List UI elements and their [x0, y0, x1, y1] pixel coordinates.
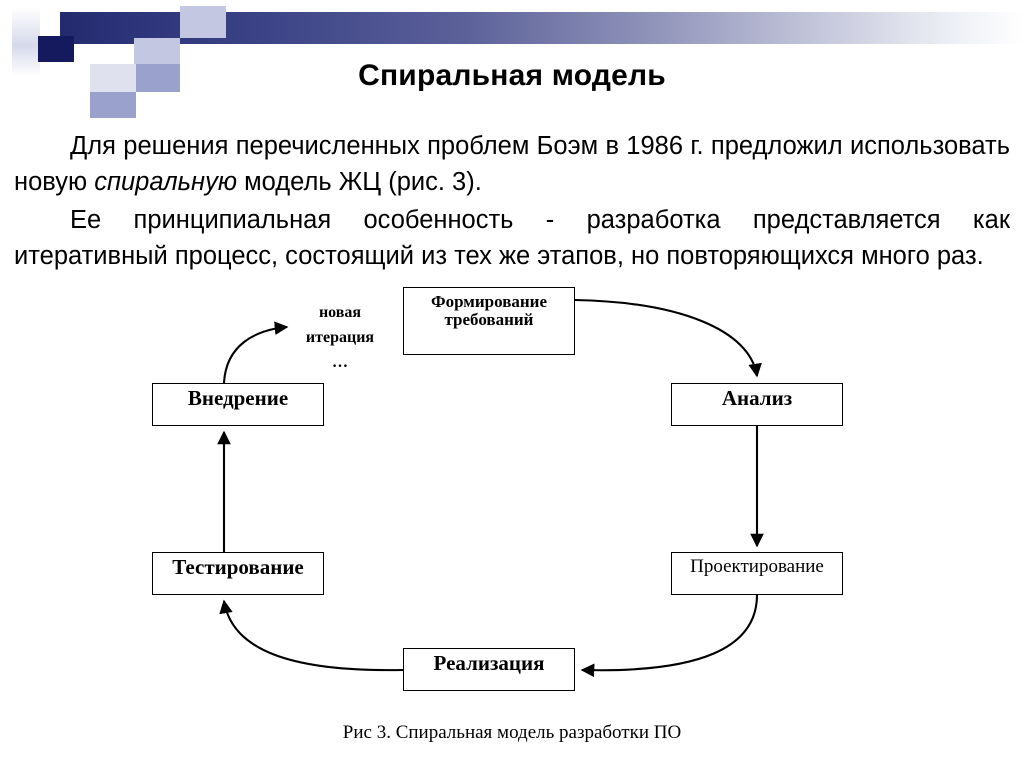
node-label: Реализация	[433, 651, 545, 675]
node-label: Анализ	[721, 386, 793, 410]
paragraph-2: Ее принципиальная особенность - разработка представляется как итеративный процесс, состоящий из тех же этапов, но повторяющихся много раз.	[14, 206, 1010, 270]
node-label: Внедрение	[187, 386, 289, 410]
node-analiz	[671, 383, 843, 426]
node-testirovanie	[152, 552, 324, 595]
paragraph-1-text-a: Для решения перечисленных проблем Боэм в 1986 г. предложил использовать новую	[14, 132, 1010, 196]
annotation-line-2: итерация	[305, 329, 375, 346]
node-label: Проектирование	[690, 556, 824, 577]
edge-proektirovanie-to-realizaciya	[582, 595, 757, 670]
node-proektirovanie	[671, 552, 843, 595]
edge-formirovanie-to-analiz	[575, 300, 757, 376]
paragraph-1-italic: спиральную	[94, 168, 238, 196]
figure-caption: Рис 3. Спиральная модель разработки ПО	[342, 722, 682, 743]
node-label-line-2: требований	[444, 310, 534, 330]
node-formirovanie-trebovaniy	[403, 287, 575, 355]
page-title: Спиральная модель	[358, 59, 666, 92]
node-label-line-1: Формирование	[430, 292, 548, 311]
new-iteration-annotation	[290, 300, 390, 375]
node-vnedrenie	[152, 383, 324, 426]
edge-realizaciya-to-testirovanie	[224, 601, 403, 670]
annotation-line-1: новая	[318, 304, 362, 321]
node-label: Тестирование	[172, 555, 304, 579]
paragraph-1-text-b: модель ЖЦ (рис. 3).	[237, 168, 482, 196]
annotation-line-3: …	[332, 354, 348, 371]
edge-vnedrenie-to-new-iteration	[224, 327, 287, 383]
node-realizaciya	[403, 648, 575, 691]
